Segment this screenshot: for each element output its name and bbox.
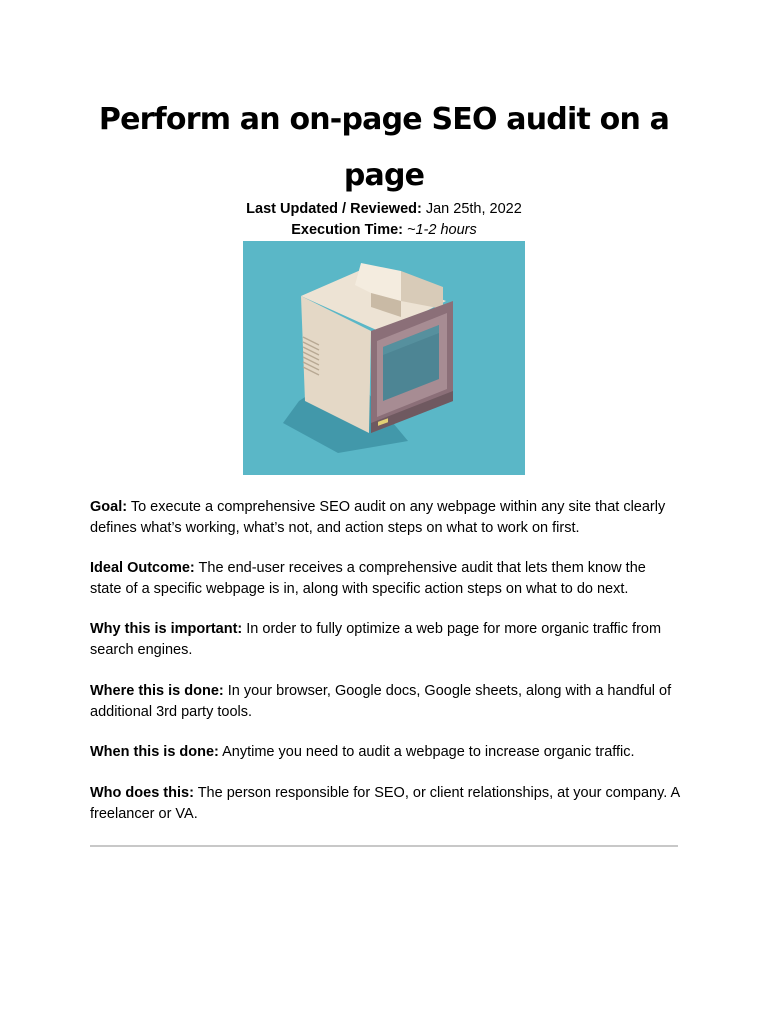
goal-section <box>90 497 680 539</box>
why-important-text: In order to fully optimize a web page for more organic traffic from search engines. <box>90 621 662 658</box>
who-does-text: The person responsible for SEO, or client relationships, at your company. A freelancer or VA. <box>90 785 680 822</box>
where-done-text: In your browser, Google docs, Google sheets, along with a handful of additional 3rd party tools. <box>90 683 672 720</box>
last-updated-label: Last Updated / Reviewed: <box>246 201 422 217</box>
why-important-section <box>90 619 680 661</box>
who-does-label: Who does this: <box>90 785 194 801</box>
retro-computer-illustration <box>243 241 525 475</box>
page-title: Perform an on-page SEO audit on a page <box>98 102 670 193</box>
ideal-outcome-label: Ideal Outcome: <box>90 560 195 576</box>
when-done-text: Anytime you need to audit a webpage to increase organic traffic. <box>218 744 635 760</box>
execution-time-line <box>90 220 678 240</box>
execution-time-value: ~1-2 hours <box>402 222 477 238</box>
execution-time-label: Execution Time: <box>291 222 403 238</box>
where-done-section <box>90 681 680 723</box>
why-important-label: Why this is important: <box>90 621 243 637</box>
horizontal-divider <box>90 845 678 847</box>
ideal-outcome-section <box>90 558 680 600</box>
goal-text: To execute a comprehensive SEO audit on any webpage within any site that clearly defines what’s working, what’s not, and action steps on what to work on first. <box>90 499 666 536</box>
who-does-section <box>90 783 680 825</box>
last-updated-line <box>90 199 678 219</box>
when-done-label: When this is done: <box>90 744 219 760</box>
where-done-label: Where this is done: <box>90 683 224 699</box>
computer-monitor-icon <box>243 241 525 475</box>
when-done-section <box>90 742 680 763</box>
goal-label: Goal: <box>90 499 128 515</box>
ideal-outcome-text: The end-user receives a comprehensive audit that lets them know the state of a specific webpage is in, along with specific action steps on what to do next. <box>90 560 646 597</box>
last-updated-value: Jan 25th, 2022 <box>421 201 522 217</box>
